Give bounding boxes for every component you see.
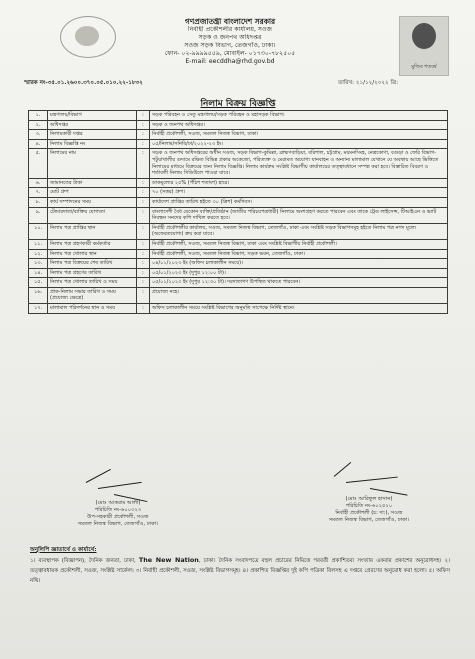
table-row	[29, 223, 448, 239]
row-value: সড়ক পরিবহন ও সেতু মন্ত্রণালয়/সড়ক পরিবহন ও মহাসড়ক বিভাগ।	[150, 111, 448, 121]
signature-block-right	[300, 468, 438, 524]
row-number: ৫.	[29, 149, 48, 178]
distribution-text	[30, 555, 450, 587]
row-label: মন্ত্রণালয়/বিভাগ	[48, 111, 137, 121]
memo-date: তারিখ: ২১/১২/২০২২ খ্রি:	[338, 80, 399, 86]
row-label: নিলাম পত্র গ্রহণকারী কর্মকর্তার	[48, 239, 137, 249]
table-row	[29, 111, 448, 121]
table-row	[29, 287, 448, 303]
table-row	[29, 249, 448, 259]
row-colon: :	[137, 130, 150, 140]
header-line-4: সওজ সড়ক বিভাগ, তেজগাঁও, ঢাকা।	[184, 42, 276, 49]
table-row	[29, 188, 448, 198]
row-value: অফিস চলাকালীন সময়ে সংশ্লিষ্ট বিভাগের অনুমতি সাপেক্ষে নির্দিষ্ট স্থানে।	[150, 304, 448, 314]
row-label: নিলাম পত্র খোলার তারিখ ও সময়	[48, 278, 137, 288]
mujib-borsho-portrait-icon	[399, 16, 449, 76]
government-seal-icon	[60, 16, 116, 58]
row-number: ১২.	[29, 249, 48, 259]
row-value: নির্বাহী প্রকৌশলীর কার্যালয়, সওজ, সমতল নিজস্ব বিভাগ, তেজগাঁও, ঢাকা এবং সংশ্লিষ্ট সড়ক বিভাগসমূহ হইতে নিলাম পত্র নগদ মূল্যে (অফেরতযোগ্য) ক্রয় করা যাবে।	[150, 223, 448, 239]
row-value: ৭০ (সত্তর) গ্রুপ।	[150, 188, 448, 198]
row-value: সড়ক ও জনপথ অধিদপ্তরের অধীন সওজ, সড়ক বিভাগ-কুমিল্লা, ব্রাহ্মণবাড়িয়া, বরিশাল, চট্টগ্রাম, ময়মনসিংহ, নেত্রকোণা, বগুড়া ও ফেরি বিভাগ-পটুয়াখালীর গুদামে রক্ষিত বিভিন্ন প্রকার অকেজো, পরিত্যক্ত ও মেরামত অযোগ্য যানবাহন ও অন্যান্য মালামাল যেখানে যে অবস্থায় আছে ভিত্তিতে নিলামের মাধ্যমে বিক্রয়ের জন্য নিলাম বিজ্ঞপ্তি। নিলাম কার্যক্রম সংশ্লিষ্ট বিভাগীয় কার্যালয়ের তত্ত্বাবধানে সম্পন্ন করা হবে। বিস্তারিত বিবরণ ও শর্তাবলী নিলাম সিডিউলে পাওয়া যাবে।	[150, 149, 448, 178]
row-label: মোট গ্রুপ	[48, 188, 137, 198]
row-label: প্রাক-নিলাম সভার তারিখ ও সময় (প্রযোজ্য ক্ষেত্রে)	[48, 287, 137, 303]
row-value: ডাকমূল্যের ২৫% (পঁচিশ শতাংশ) হারে।	[150, 178, 448, 188]
row-label: নিলামকারী দপ্তর	[48, 130, 137, 140]
row-label: নিলাম পত্র খোলার স্থান	[48, 249, 137, 259]
table-row	[29, 120, 448, 130]
row-label: নিলাম পত্র প্রাপ্তির স্থান	[48, 223, 137, 239]
signatory-right-office: সমতল নিজস্ব বিভাগ, তেজগাঁও, ঢাকা।	[328, 517, 410, 523]
row-colon: :	[137, 268, 150, 278]
portrait-caption: মুজিব শতবর্ষ	[411, 64, 437, 70]
row-value: সড়ক ও জনপথ অধিদপ্তর।	[150, 120, 448, 130]
row-number: ৮.	[29, 197, 48, 207]
row-label: জামানতের টাকা	[48, 178, 137, 188]
row-colon: :	[137, 139, 150, 149]
signatory-left-office: সমতল নিজস্ব বিভাগ, তেজগাঁও, ঢাকা।	[77, 521, 159, 527]
row-value: কার্যাদেশ প্রাপ্তির তারিখ হইতে ৩০ (ত্রিশ) কর্মদিবস।	[150, 197, 448, 207]
header-phone: ফোন- ০২-৯৯৯৯৫৫৯, মোবাইল- ০১৭৩০-৭৮২৫০৫	[164, 50, 296, 57]
table-row	[29, 278, 448, 288]
row-label: অধিদপ্তর	[48, 120, 137, 130]
letterhead	[110, 18, 350, 66]
header-email: E-mail: eecddha@rhd.gov.bd	[185, 58, 275, 65]
row-value: নির্বাহী প্রকৌশলী, সওজ, সমতল নিজস্ব বিভাগ, ঢাকা এবং সংশ্লিষ্ট বিভাগীয় নির্বাহী প্রকৌশলী।	[150, 239, 448, 249]
row-number: ১৫.	[29, 278, 48, 288]
row-label: নিলাম পত্র গ্রহণের তারিখ	[48, 268, 137, 278]
row-label: টেন্ডারদাতা/ব্যক্তির যোগ্যতা	[48, 207, 137, 223]
table-row	[29, 304, 448, 314]
signatory-right-name: (মোঃ আরিফুল হাসান)	[345, 496, 393, 502]
row-colon: :	[137, 197, 150, 207]
row-number: ৪.	[29, 139, 48, 149]
row-value: ০৪/০১/২০২৩ ইং (অফিস চলাকালীন সময়ে)।	[150, 259, 448, 269]
row-colon: :	[137, 207, 150, 223]
notice-title: নিলাম বিক্রয় বিজ্ঞপ্তি	[200, 99, 276, 109]
memo-number: স্মারক নং-৩৫.০১.২৬০০.৩৭০.০৫.০১০.২২-১৮৩২	[24, 80, 143, 86]
auction-details-table	[28, 110, 448, 314]
row-colon: :	[137, 111, 150, 121]
distribution-text-before: ১। ব্যবস্থাপক (বিজ্ঞাপন), দৈনিক জনতা, ঢাকা,	[30, 558, 136, 564]
row-colon: :	[137, 188, 150, 198]
table-row	[29, 197, 448, 207]
row-colon: :	[137, 239, 150, 249]
row-label: নিলাম বিজ্ঞপ্তি নং	[48, 139, 137, 149]
newspaper-name: The New Nation	[138, 556, 199, 564]
row-colon: :	[137, 278, 150, 288]
header-line-3: সড়ক ও জনপথ অধিদপ্তর	[198, 34, 262, 41]
table-row	[29, 130, 448, 140]
distribution-title: অনুলিপি জ্ঞাতার্থে ও কার্যার্থে:	[30, 547, 97, 553]
row-colon: :	[137, 249, 150, 259]
row-colon: :	[137, 149, 150, 178]
row-number: ২.	[29, 120, 48, 130]
row-number: ৩.	[29, 130, 48, 140]
table-row	[29, 259, 448, 269]
row-value: নির্বাহী প্রকৌশলী, সওজ, সমতল নিজস্ব বিভাগ, ঢাকা।	[150, 130, 448, 140]
signature-scrawl-left	[56, 472, 180, 500]
row-colon: :	[137, 120, 150, 130]
table-row	[29, 207, 448, 223]
table-row	[29, 149, 448, 178]
table-row	[29, 268, 448, 278]
row-number: ১৩.	[29, 259, 48, 269]
signatory-left-name: (মোঃ আকরাম আলী)	[95, 500, 141, 506]
row-number: ৬.	[29, 178, 48, 188]
table-row	[29, 239, 448, 249]
row-label: নিলামের নাম	[48, 149, 137, 178]
row-label: নিলাম পত্র বিক্রয়ের শেষ তারিখ	[48, 259, 137, 269]
table-row	[29, 178, 448, 188]
row-colon: :	[137, 287, 150, 303]
signatory-right-id: পরিচিতি নং-৬০২৫২০	[345, 503, 393, 509]
row-colon: :	[137, 223, 150, 239]
row-number: ১০.	[29, 223, 48, 239]
signature-block-left	[56, 472, 180, 528]
row-colon: :	[137, 178, 150, 188]
header-line-1: গণপ্রজাতন্ত্রী বাংলাদেশ সরকার	[184, 18, 276, 26]
row-number: ১৬.	[29, 287, 48, 303]
signatory-left-id: পরিচিতি নং-৬০০৩২৩	[94, 507, 142, 513]
row-value: ০৫/০১/২০২৩ ইং (দুপুর ১২:৩০ টা)। দরদাতাগণ উপস্থিত থাকতে পারবেন।	[150, 278, 448, 288]
row-value: ০৫/নিলাম/সনিবি/ঢা/২০২২-২৩ ইং।	[150, 139, 448, 149]
row-value: বাংলাদেশী বৈধ যেকোন ব্যক্তি/প্রতিষ্ঠান (জাতীয় পরিচয়পত্রধারী) নিলামে অংশগ্রহণ করতে পারবেন এবং তাকে ট্রেড লাইসেন্স, টিআইএন ও ভ্যাট নিবন্ধন সনদের কপি দাখিল করতে হবে।	[150, 207, 448, 223]
signatory-left-designation: উপ-সহকারী প্রকৌশলী, সওজ	[87, 514, 149, 520]
row-label: কার্য সম্পাদনের সময়	[48, 197, 137, 207]
row-number: ৭.	[29, 188, 48, 198]
distribution-text-after: , ঢাকা। দৈনিক সংবাদপত্রে বহুল প্রচারের নিমিত্তে পরবর্তী প্রকাশিতব্য সংখ্যায় একবার প্রকাশের অনুরোধসহ। ২। তত্ত্বাবধায়ক প্রকৌশলী, সওজ, সংশ্লিষ্ট সার্কেল। ৩। নির্বাহী প্রকৌশলী, সওজ, সংশ্লিষ্ট বিভাগসমূহ। ৪। প্রকাশিত বিজ্ঞপ্তির দুই কপি পত্রিকা বিলসহ এ দপ্তরে প্রেরণের অনুরোধ করা হলো। ৫। অফিস নথি।	[30, 558, 450, 585]
row-number: ১১.	[29, 239, 48, 249]
signature-scrawl-right	[300, 468, 438, 496]
row-number: ১.	[29, 111, 48, 121]
row-number: ১৭.	[29, 304, 48, 314]
table-row	[29, 139, 448, 149]
row-colon: :	[137, 259, 150, 269]
row-number: ৯.	[29, 207, 48, 223]
row-value: নির্বাহী প্রকৌশলী, সওজ, সমতল নিজস্ব বিভাগ, সড়ক ভবন, তেজগাঁও, ঢাকা।	[150, 249, 448, 259]
row-number: ১৪.	[29, 268, 48, 278]
row-value: ০৫/০১/২০২৩ ইং (দুপুর ১২:০০ টা)।	[150, 268, 448, 278]
row-value: প্রযোজ্য নহে।	[150, 287, 448, 303]
signatory-right-designation: নির্বাহী প্রকৌশলী (চ: দা:), সওজ	[335, 510, 403, 516]
row-colon: :	[137, 304, 150, 314]
header-line-2: নির্বাহী প্রকৌশলীর কার্যালয়, সওজ	[187, 26, 273, 33]
row-label: মালামাল পরিদর্শনের স্থান ও সময়	[48, 304, 137, 314]
